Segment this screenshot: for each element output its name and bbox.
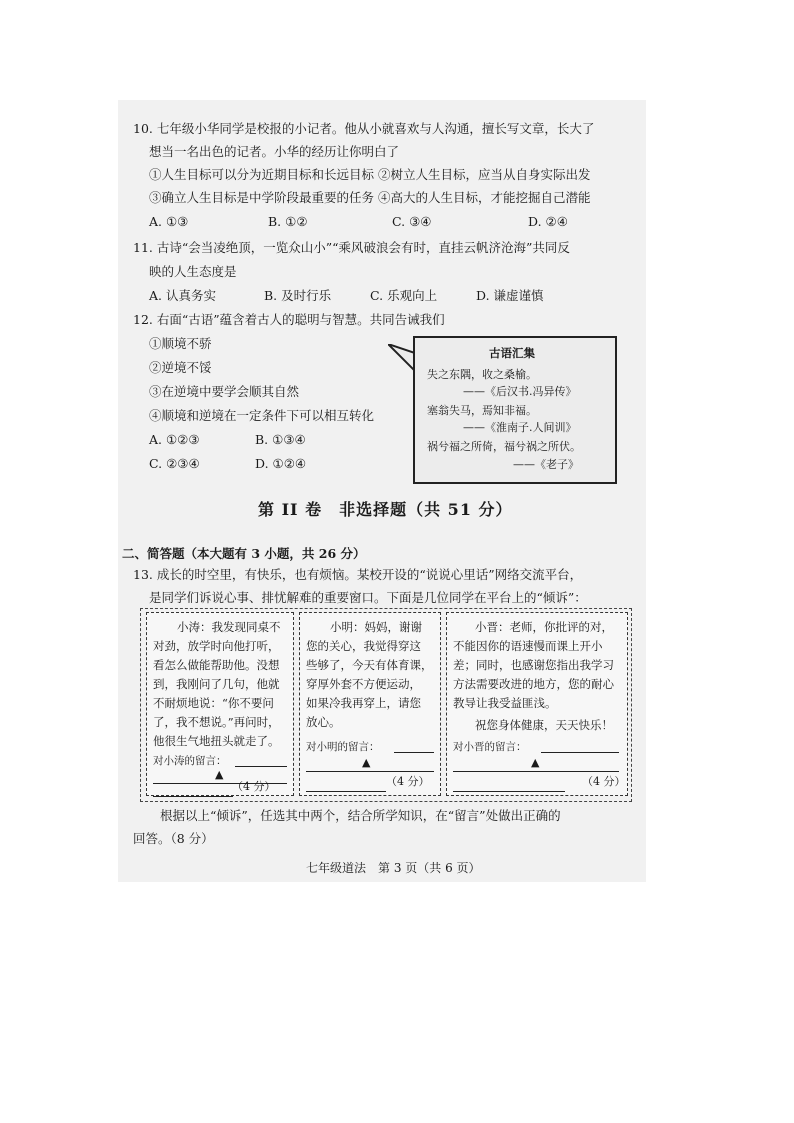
card1-line7: 他很生气地扭头就走了。 (153, 734, 280, 748)
q11-choice-c: C. 乐观向上 (370, 288, 438, 303)
card2-line4: 穿厚外套不方便运动， (306, 677, 421, 691)
q11-choice-b: B. 及时行乐 (264, 288, 332, 303)
q12-choice-d: D. ①②④ (255, 456, 307, 471)
card3-answer-blank-1[interactable] (541, 752, 619, 753)
callout-title: 古语汇集 (489, 346, 535, 360)
saying-1: 失之东隅，收之桑榆。 (427, 368, 537, 381)
card2-line6: 放心。 (306, 715, 341, 729)
card1-reply-label: 对小涛的留言： (153, 755, 227, 767)
saying-1-source: ——《后汉书.冯异传》 (463, 385, 577, 398)
q12-stem: 12. 右面“古语”蕴含着古人的聪明与智慧。共同告诫我们 (133, 312, 445, 327)
part-two-title: 第 II 卷 非选择题（共 51 分） (258, 500, 513, 519)
card3-line6: 祝您身体健康，天天快乐！ (475, 718, 613, 732)
card1-score: （4 分） (232, 780, 276, 793)
card3-line5: 教导让我受益匪浅。 (453, 696, 557, 710)
saying-2: 塞翁失马，焉知非福。 (427, 404, 537, 417)
card2-line1: 小明：妈妈，谢谢 (330, 620, 422, 634)
q12-item-1: ①顺境不骄 (149, 336, 212, 351)
post-card-xiaoming (299, 612, 441, 796)
card2-answer-blank-2[interactable] (306, 771, 434, 772)
card1-answer-blank-1[interactable] (235, 766, 287, 767)
card3-line4: 方法需要改进的地方，您的耐心 (453, 677, 614, 691)
q13-instruction-line1: 根据以上“倾诉”，任选其中两个，结合所学知识，在“留言”处做出正确的 (160, 808, 561, 823)
card1-line1: 小涛：我发现同桌不 (177, 620, 281, 634)
card2-triangle-marker: ▲ (362, 756, 371, 769)
card1-line3: 看怎么做能帮助他。没想 (153, 658, 280, 672)
q12-item-2: ②逆境不馁 (149, 360, 212, 375)
q12-choice-c: C. ②③④ (149, 456, 200, 471)
card3-triangle-marker: ▲ (531, 756, 540, 769)
card2-answer-blank-3[interactable] (306, 791, 386, 792)
card1-line4: 到，我刚问了几句，他就 (153, 677, 280, 691)
q10-stem-line1: 10. 七年级小华同学是校报的小记者。他从小就喜欢与人沟通，擅长写文章，长大了 (133, 121, 595, 136)
card2-answer-blank-1[interactable] (394, 752, 434, 753)
card3-answer-blank-3[interactable] (453, 791, 565, 792)
ancient-sayings-box (413, 336, 617, 484)
q10-stem-line2: 想当一名出色的记者。小华的经历让你明白了 (149, 144, 400, 159)
card1-line6: 了，我不想说。”再问时， (153, 715, 280, 729)
section-short-answer: 二、简答题（本大题有 3 小题，共 26 分） (122, 546, 366, 561)
card3-score: （4 分） (582, 775, 626, 788)
card3-reply-label: 对小晋的留言： (453, 741, 527, 753)
card3-line2: 不能因你的语速慢而课上开小 (453, 639, 603, 653)
q11-choice-a: A. 认真务实 (149, 288, 216, 303)
card3-answer-blank-2[interactable] (453, 771, 619, 772)
q13-stem-line1: 13. 成长的时空里，有快乐，也有烦恼。某校开设的“说说心里话”网络交流平台， (133, 567, 583, 582)
q11-stem-line1: 11. 古诗“会当凌绝顶，一览众山小”“乘风破浪会有时，直挂云帆济沧海”共同反 (133, 240, 570, 255)
card2-reply-label: 对小明的留言： (306, 741, 380, 753)
saying-3-source: ——《老子》 (513, 458, 579, 471)
card1-line2: 对劲，放学时向他打听， (153, 639, 280, 653)
saying-2-source: ——《淮南子.人间训》 (463, 421, 577, 434)
q13-instruction-line2: 回答。（8 分） (133, 831, 214, 846)
card2-score: （4 分） (386, 775, 430, 788)
q12-choice-a: A. ①②③ (149, 432, 200, 447)
post-card-xiaotao (146, 612, 294, 796)
q11-stem-line2: 映的人生态度是 (149, 264, 237, 279)
card2-line2: 您的关心，我觉得穿这 (306, 639, 421, 653)
q10-option-row1: ①人生目标可以分为近期目标和长远目标 ②树立人生目标，应当从自身实际出发 (149, 167, 591, 182)
q10-choice-b: B. ①② (268, 214, 308, 229)
card2-line3: 些够了，今天有体育课， (306, 658, 433, 672)
q10-choice-d: D. ②④ (528, 214, 568, 229)
card3-line3: 差；同时，也感谢您指出我学习 (453, 658, 614, 672)
q10-choice-c: C. ③④ (392, 214, 432, 229)
q12-choice-b: B. ①③④ (255, 432, 306, 447)
post-card-xiaojin (446, 612, 628, 796)
saying-3: 祸兮福之所倚，福兮祸之所伏。 (427, 440, 581, 453)
card1-triangle-marker: ▲ (215, 768, 224, 781)
q11-choice-d: D. 谦虚谨慎 (476, 288, 544, 303)
q12-item-3: ③在逆境中要学会顺其自然 (149, 384, 300, 399)
page-footer: 七年级道法 第 3 页（共 6 页） (306, 861, 481, 875)
q10-option-row2: ③确立人生目标是中学阶段最重要的任务 ④高大的人生目标，才能挖掘自己潜能 (149, 190, 591, 205)
card2-line5: 如果冷我再穿上，请您 (306, 696, 421, 710)
card1-line5: 不耐烦地说：“你不要问 (153, 696, 274, 710)
q10-choice-a: A. ①③ (149, 214, 189, 229)
q12-item-4: ④顺境和逆境在一定条件下可以相互转化 (149, 408, 375, 423)
card1-answer-blank-3[interactable] (153, 796, 233, 797)
q13-stem-line2: 是同学们诉说心事、排忧解难的重要窗口。下面是几位同学在平台上的“倾诉”： (149, 590, 587, 605)
card3-line1: 小晋：老师，你批评的对， (475, 620, 613, 634)
